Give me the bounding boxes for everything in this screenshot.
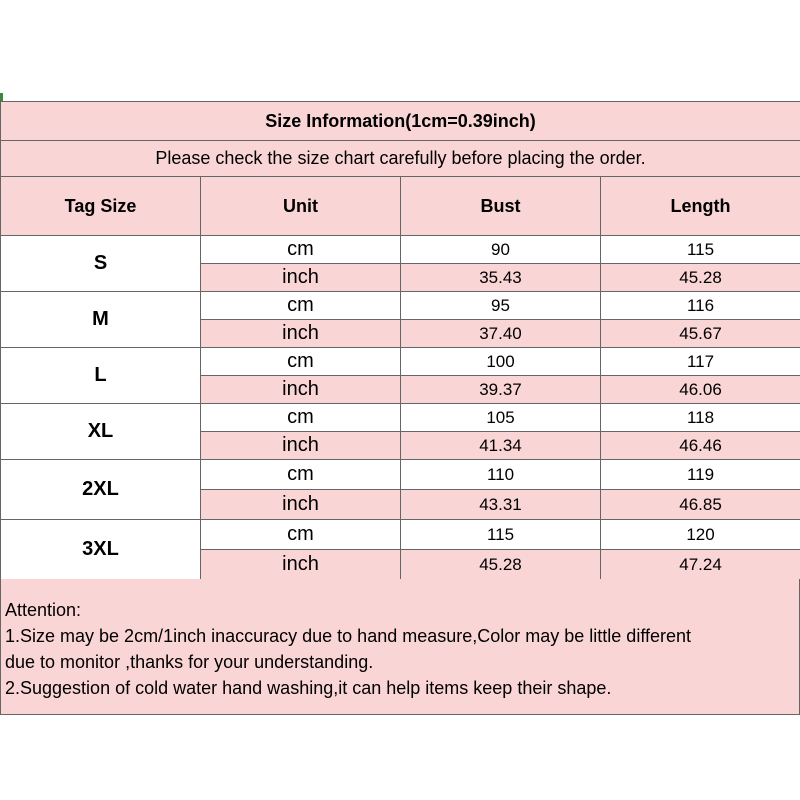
header-bust: Bust bbox=[401, 177, 601, 236]
length-cm: 120 bbox=[601, 520, 800, 550]
length-cm: 115 bbox=[601, 236, 800, 264]
bust-inch: 45.28 bbox=[401, 550, 601, 580]
unit-inch: inch bbox=[201, 490, 401, 520]
bust-cm: 110 bbox=[401, 460, 601, 490]
unit-cm: cm bbox=[201, 520, 401, 550]
bust-cm: 115 bbox=[401, 520, 601, 550]
bust-inch: 39.37 bbox=[401, 376, 601, 404]
length-inch: 46.46 bbox=[601, 432, 800, 460]
tag-size-3xl: 3XL bbox=[1, 520, 201, 580]
unit-inch: inch bbox=[201, 376, 401, 404]
unit-cm: cm bbox=[201, 460, 401, 490]
length-cm: 119 bbox=[601, 460, 800, 490]
attention-line-2: due to monitor ,thanks for your understanding. bbox=[5, 652, 374, 672]
unit-inch: inch bbox=[201, 432, 401, 460]
bust-inch: 43.31 bbox=[401, 490, 601, 520]
bust-cm: 95 bbox=[401, 292, 601, 320]
unit-inch: inch bbox=[201, 550, 401, 580]
unit-cm: cm bbox=[201, 404, 401, 432]
length-cm: 117 bbox=[601, 348, 800, 376]
tag-size-s: S bbox=[1, 236, 201, 292]
unit-cm: cm bbox=[201, 292, 401, 320]
unit-cm: cm bbox=[201, 348, 401, 376]
size-chart-table bbox=[0, 101, 800, 580]
unit-cm: cm bbox=[201, 236, 401, 264]
header-unit: Unit bbox=[201, 177, 401, 236]
attention-notes bbox=[0, 579, 800, 715]
attention-line-3: 2.Suggestion of cold water hand washing,it can help items keep their shape. bbox=[5, 678, 612, 698]
header-length: Length bbox=[601, 177, 800, 236]
length-inch: 46.06 bbox=[601, 376, 800, 404]
length-inch: 45.28 bbox=[601, 264, 800, 292]
attention-heading: Attention: bbox=[5, 600, 82, 620]
length-cm: 116 bbox=[601, 292, 800, 320]
corner-mark bbox=[0, 93, 3, 101]
unit-inch: inch bbox=[201, 320, 401, 348]
tag-size-l: L bbox=[1, 348, 201, 404]
length-inch: 47.24 bbox=[601, 550, 800, 580]
bust-cm: 105 bbox=[401, 404, 601, 432]
unit-inch: inch bbox=[201, 264, 401, 292]
tag-size-m: M bbox=[1, 292, 201, 348]
bust-inch: 41.34 bbox=[401, 432, 601, 460]
table-subtitle: Please check the size chart carefully before placing the order. bbox=[1, 141, 800, 177]
attention-line-1: 1.Size may be 2cm/1inch inaccuracy due to hand measure,Color may be little different bbox=[5, 626, 692, 646]
header-tag-size: Tag Size bbox=[1, 177, 201, 236]
bust-inch: 37.40 bbox=[401, 320, 601, 348]
tag-size-2xl: 2XL bbox=[1, 460, 201, 520]
bust-inch: 35.43 bbox=[401, 264, 601, 292]
table-title: Size Information(1cm=0.39inch) bbox=[1, 102, 800, 141]
length-inch: 45.67 bbox=[601, 320, 800, 348]
tag-size-xl: XL bbox=[1, 404, 201, 460]
length-inch: 46.85 bbox=[601, 490, 800, 520]
bust-cm: 100 bbox=[401, 348, 601, 376]
length-cm: 118 bbox=[601, 404, 800, 432]
bust-cm: 90 bbox=[401, 236, 601, 264]
